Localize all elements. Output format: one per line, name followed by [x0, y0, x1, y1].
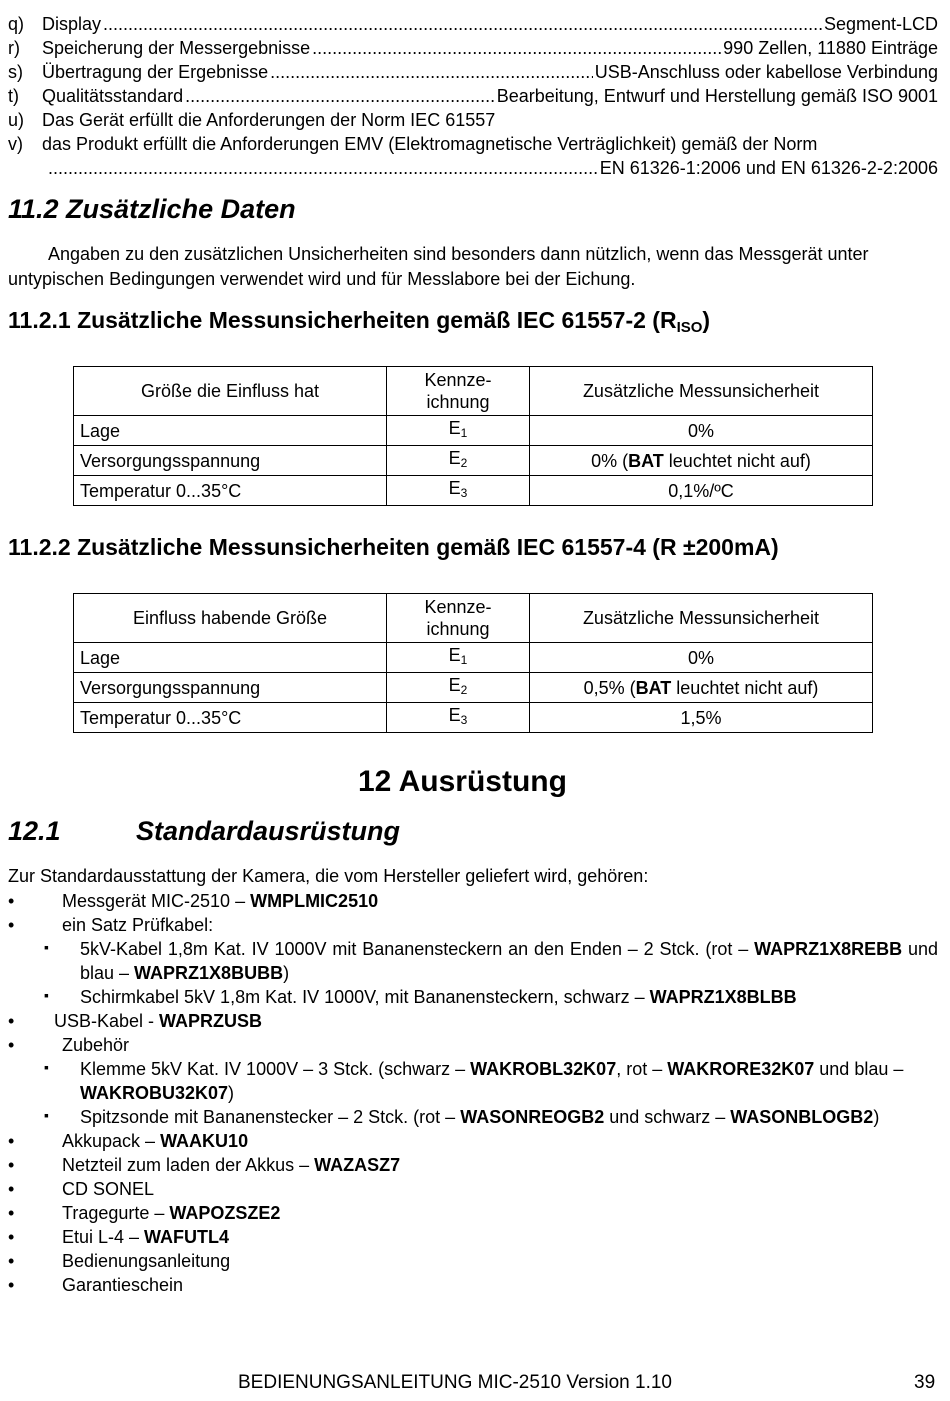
spec-value: 990 Zellen, 11880 Einträge [723, 38, 938, 58]
bullet-icon: • [8, 891, 15, 911]
sub-item-text [80, 1105, 938, 1129]
table-row [74, 703, 873, 733]
item-text: Messgerät MIC-2510 – [62, 891, 251, 911]
spec-text: Das Gerät erfüllt die Anforderungen der Norm IEC 61557 [42, 110, 496, 130]
page-number: 39 [914, 1372, 936, 1393]
item-code: WAPRZUSB [159, 1011, 263, 1031]
table-row [74, 673, 873, 703]
code-letter: E [448, 645, 461, 665]
sub-item-text [80, 937, 938, 985]
item-text: Klemme 5kV Kat. IV 1000V – 3 Stck. (schwarz – [80, 1059, 471, 1079]
item-code: WAPRZ1X8BUBB [134, 963, 284, 983]
spec-item-v-cont [8, 156, 938, 180]
title-subscript: ISO [676, 319, 703, 336]
bullet-icon: • [8, 1179, 15, 1199]
section-title-11-2-2: 11.2.2 Zusätzliche Messunsicherheiten gemäß IEC 61557-4 (R ±200mA) [8, 534, 779, 560]
spec-label: Display [42, 14, 102, 34]
sub-item-text [80, 985, 938, 1009]
list-item [8, 1129, 938, 1153]
spec-value: USB-Anschluss oder kabellose Verbindung [594, 62, 938, 82]
table-cell [530, 673, 873, 703]
spec-item-v [8, 132, 938, 156]
list-intro: Zur Standardausstattung der Kamera, die vom Hersteller geliefert wird, gehören: [8, 866, 649, 886]
item-code: WAPRZ1X8BLBB [649, 987, 797, 1007]
spec-item-s [8, 60, 938, 84]
spec-item-t [8, 84, 938, 108]
spec-letter: u) [8, 110, 25, 130]
leader-dots [270, 60, 593, 84]
code-letter: E [448, 418, 461, 438]
code-subscript: 2 [460, 683, 468, 697]
item-text: ) [228, 1083, 235, 1103]
item-text: Schirmkabel 5kV 1,8m Kat. IV 1000V, mit Bananensteckern, schwarz – [80, 987, 650, 1007]
table-cell: Lage [74, 416, 387, 446]
table-cell [387, 643, 530, 673]
table-cell: 1,5% [530, 703, 873, 733]
value-text: leuchtet nicht auf) [663, 450, 811, 471]
item-code: WAKRORE32K07 [667, 1059, 815, 1079]
table-header-row [74, 594, 873, 643]
leader-dots [48, 156, 598, 180]
table-cell [530, 446, 873, 476]
sub-list-item [8, 1105, 938, 1129]
spec-value: Bearbeitung, Entwurf und Herstellung gemäß ISO 9001 [496, 86, 938, 106]
spec-letter: r) [8, 38, 20, 58]
list-item [8, 889, 938, 913]
item-text: Bedienungsanleitung [62, 1251, 231, 1271]
value-text: 0,5% ( [583, 677, 636, 698]
table-header: Kennze-ichnung [387, 594, 530, 643]
item-code: WASONREOGB2 [460, 1107, 605, 1127]
spec-text: das Produkt erfüllt die Anforderungen EMV (Elektromagnetische Verträglichkeit) gemäß der Norm [42, 134, 818, 154]
item-text: ein Satz Prüfkabel: [62, 915, 214, 935]
table-row [74, 416, 873, 446]
value-text: 0% ( [591, 450, 629, 471]
item-text: 5kV-Kabel 1,8m Kat. IV 1000V mit Bananensteckern an den Enden – 2 Stck. (rot – [80, 939, 755, 959]
spec-label: Übertragung der Ergebnisse [42, 62, 269, 82]
item-text: Akkupack – [62, 1131, 161, 1151]
value-text: leuchtet nicht auf) [671, 677, 819, 698]
table-cell [387, 416, 530, 446]
item-text: und blau – [814, 1059, 904, 1079]
list-item [8, 1249, 938, 1273]
spec-item-r [8, 36, 938, 60]
item-text: CD SONEL [62, 1179, 155, 1199]
list-item [8, 913, 938, 937]
spec-label: Speicherung der Messergebnisse [42, 38, 311, 58]
section-title-11-2-1 [8, 307, 710, 336]
table-header: Einfluss habende Größe [74, 594, 387, 643]
item-text: und blau – [80, 939, 938, 983]
item-code: WASONBLOGB2 [730, 1107, 874, 1127]
sub-item-text [80, 1057, 938, 1105]
item-code: WAFUTL4 [144, 1227, 230, 1247]
item-code: WMPLMIC2510 [250, 891, 379, 911]
square-bullet-icon: ▪ [44, 1059, 49, 1075]
table-header: Zusätzliche Messunsicherheit [530, 594, 873, 643]
list-item [8, 1153, 938, 1177]
table-row [74, 643, 873, 673]
code-subscript: 1 [460, 426, 468, 440]
list-item [8, 1177, 938, 1201]
bullet-icon: • [8, 1011, 15, 1031]
table-cell: Versorgungsspannung [74, 673, 387, 703]
item-code: WAKROBL32K07 [470, 1059, 617, 1079]
bullet-icon: • [8, 1275, 15, 1295]
item-text: ) [283, 963, 290, 983]
table-cell: 0% [530, 416, 873, 446]
footer-title: BEDIENUNGSANLEITUNG MIC-2510 Version 1.10 [238, 1372, 672, 1393]
spec-item-u [8, 108, 938, 132]
section-title-11-2: 11.2 Zusätzliche Daten [8, 194, 296, 224]
section-number-12-1: 12.1 [8, 816, 61, 846]
bullet-icon: • [8, 1131, 15, 1151]
item-text: Garantieschein [62, 1275, 184, 1295]
item-code: WAKROBU32K07 [80, 1083, 229, 1103]
table-cell [387, 673, 530, 703]
item-code: WAPOZSZE2 [169, 1203, 281, 1223]
table-row [74, 476, 873, 506]
code-letter: E [448, 448, 461, 468]
item-code: WAAKU10 [160, 1131, 249, 1151]
item-text: und schwarz – [604, 1107, 731, 1127]
table-header-row [74, 367, 873, 416]
bat-indicator: BAT [635, 677, 672, 698]
table-row [74, 446, 873, 476]
sub-list-item [8, 985, 938, 1009]
table-cell: Lage [74, 643, 387, 673]
square-bullet-icon: ▪ [44, 987, 49, 1003]
list-item [8, 1273, 938, 1297]
section-title-12-1: Standardausrüstung [136, 816, 401, 846]
spec-label: Qualitätsstandard [42, 86, 184, 106]
spec-value: EN 61326-1:2006 und EN 61326-2-2:2006 [599, 158, 938, 178]
item-code: WAPRZ1X8REBB [754, 939, 903, 959]
chapter-title-12: 12 Ausrüstung [358, 765, 567, 798]
spec-letter: q) [8, 14, 25, 34]
code-subscript: 3 [460, 713, 468, 727]
code-subscript: 1 [460, 653, 468, 667]
uncertainty-table-r200 [73, 593, 873, 733]
bullet-icon: • [8, 915, 15, 935]
spec-item-q [8, 12, 938, 36]
leader-dots [185, 84, 495, 108]
table-cell: Temperatur 0...35°C [74, 476, 387, 506]
bat-indicator: BAT [628, 450, 664, 471]
item-text: USB-Kabel - [54, 1011, 160, 1031]
item-text: Etui L-4 – [62, 1227, 145, 1247]
spec-value: Segment-LCD [823, 14, 938, 34]
item-text: Tragegurte – [62, 1203, 170, 1223]
table-cell [387, 703, 530, 733]
square-bullet-icon: ▪ [44, 1107, 49, 1123]
table-cell [387, 446, 530, 476]
square-bullet-icon: ▪ [44, 939, 49, 955]
bullet-icon: • [8, 1251, 15, 1271]
list-item [8, 1009, 938, 1033]
sub-list-item [8, 937, 938, 985]
section-intro: Angaben zu den zusätzlichen Unsicherheiten sind besonders dann nützlich, wenn das Messgerät unter untypischen Bedingungen verwendet wird und für Messlabore bei der Eichung. [8, 244, 869, 289]
code-subscript: 3 [460, 486, 468, 500]
code-letter: E [448, 675, 461, 695]
spec-letter: t) [8, 86, 19, 106]
uncertainty-table-iso [73, 366, 873, 506]
item-text: , rot – [616, 1059, 668, 1079]
code-subscript: 2 [460, 456, 468, 470]
equipment-list [8, 864, 938, 1297]
leader-dots [103, 12, 822, 36]
list-item [8, 1225, 938, 1249]
bullet-icon: • [8, 1155, 15, 1175]
list-item [8, 1033, 938, 1057]
title-text: 11.2.1 Zusätzliche Messunsicherheiten gemäß IEC 61557-2 (R [8, 307, 677, 333]
table-header: Größe die Einfluss hat [74, 367, 387, 416]
table-cell: 0% [530, 643, 873, 673]
table-header: Zusätzliche Messunsicherheit [530, 367, 873, 416]
spec-letter: s) [8, 62, 23, 82]
title-end: ) [702, 307, 711, 333]
code-letter: E [448, 705, 461, 725]
item-text: Spitzsonde mit Bananenstecker – 2 Stck. (rot – [80, 1107, 461, 1127]
item-text: Netzteil zum laden der Akkus – [62, 1155, 315, 1175]
table-cell [387, 476, 530, 506]
bullet-icon: • [8, 1203, 15, 1223]
code-letter: E [448, 478, 461, 498]
table-cell: 0,1%/ºC [530, 476, 873, 506]
item-text: ) [873, 1107, 880, 1127]
bullet-icon: • [8, 1227, 15, 1247]
sub-list-item [8, 1057, 938, 1105]
item-text: Zubehör [62, 1035, 130, 1055]
table-cell: Temperatur 0...35°C [74, 703, 387, 733]
spec-letter: v) [8, 134, 23, 154]
list-item [8, 1201, 938, 1225]
table-header: Kennze-ichnung [387, 367, 530, 416]
bullet-icon: • [8, 1035, 15, 1055]
table-cell: Versorgungsspannung [74, 446, 387, 476]
leader-dots [312, 36, 721, 60]
item-code: WAZASZ7 [314, 1155, 401, 1175]
